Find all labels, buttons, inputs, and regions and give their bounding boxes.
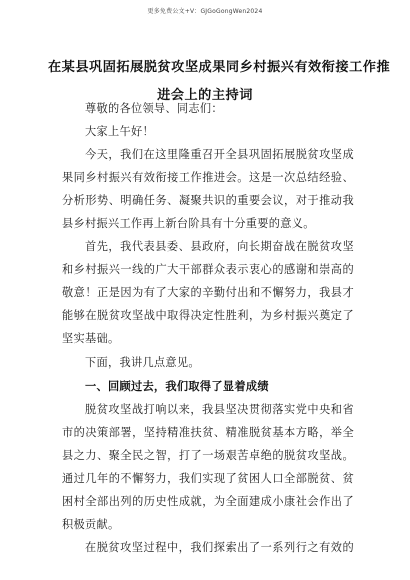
paragraph-line: 首先，我代表县委、县政府，向长期奋战在脱贫攻坚 [85,240,354,253]
header-note: 更多免费公文+V：GJGoGongWen2024 [147,8,263,15]
paragraph-line: 和乡村振兴一线的广大干部群众表示衷心的感谢和崇高的 [62,263,354,276]
document-title-line-2: 进会上的主持词 [157,88,253,103]
paragraph-line: 今天，我们在这里隆重召开全县巩固拓展脱贫攻坚成 [85,148,354,161]
paragraph-line: 分析形势、明确任务、凝聚共识的重要会议，对于推动我 [62,194,354,207]
paragraph-line: 积极贡献。 [62,518,120,531]
paragraph-line: 下面，我讲几点意见。 [85,356,200,369]
paragraph-line: 市的决策部署，坚持精准扶贫、精准脱贫基本方略，举全 [62,426,354,439]
paragraph-line: 敬意！正是因为有了大家的辛勤付出和不懈努力，我县才 [62,286,354,299]
paragraph-line: 通过几年的不懈努力，我们实现了贫困人口全部脱贫、贫 [62,472,354,485]
paragraph-line: 脱贫攻坚战打响以来，我县坚决贯彻落实党中央和省 [85,403,354,416]
paragraph-line: 坚实基础。 [62,332,120,345]
document-title-line-1: 在某县巩固拓展脱贫攻坚成果同乡村振兴有效衔接工作推 [48,60,391,75]
salutation: 尊敬的各位领导、同志们： [85,102,223,115]
section-heading: 一、回顾过去，我们取得了显着成绩 [85,379,269,393]
paragraph-line: 困村全部出列的历史性成就，为全面建成小康社会作出了 [62,495,354,508]
paragraph-line: 县之力、聚全民之智，打了一场艰苦卓绝的脱贫攻坚战。 [62,449,354,462]
paragraph-line: 能够在脱贫攻坚战中取得决定性胜利，为乡村振兴奠定了 [62,309,354,322]
paragraph-line: 果同乡村振兴有效衔接工作推进会。这是一次总结经验、 [62,171,354,184]
paragraph-line: 在脱贫攻坚过程中，我们探索出了一系列行之有效的 [85,541,354,554]
paragraph-line: 县乡村振兴工作再上新台阶具有十分重要的意义。 [62,217,315,230]
greeting: 大家上午好！ [85,125,154,138]
